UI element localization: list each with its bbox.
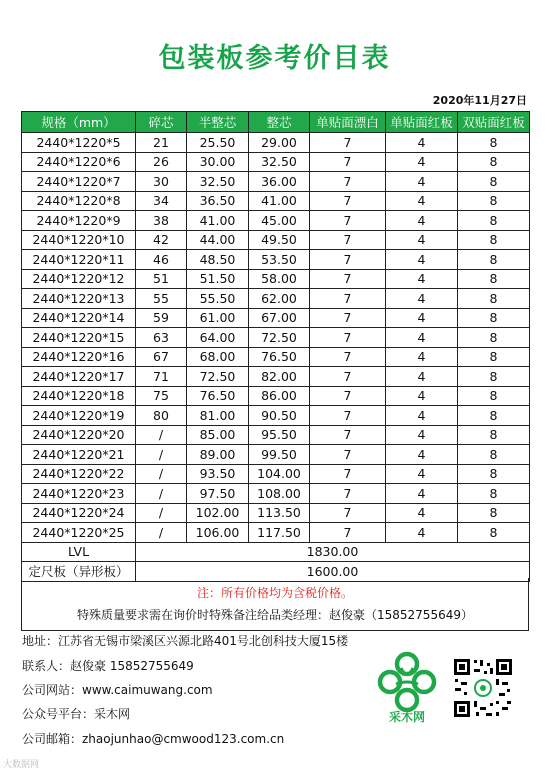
cell-broken-core: /	[136, 464, 187, 484]
cell-half-core: 30.00	[187, 152, 249, 172]
cell-double-red: 8	[458, 230, 530, 250]
cell-double-red: 8	[458, 133, 530, 153]
cell-single-red: 4	[386, 308, 458, 328]
cell-full-core: 41.00	[249, 191, 310, 211]
cell-single-bleach: 7	[310, 172, 386, 192]
cell-single-bleach: 7	[310, 269, 386, 289]
cell-full-core: 82.00	[249, 367, 310, 387]
cell-double-red: 8	[458, 445, 530, 465]
cell-double-red: 8	[458, 152, 530, 172]
contact-text: 联系人：赵俊豪 15852755649	[22, 659, 194, 673]
cell-double-red: 8	[458, 484, 530, 504]
cell-half-core: 41.00	[187, 211, 249, 231]
cell-half-core: 106.00	[187, 523, 249, 543]
cell-half-core: 68.00	[187, 347, 249, 367]
header-full-core: 整芯	[249, 112, 310, 133]
cell-full-core: 36.00	[249, 172, 310, 192]
cell-single-red: 4	[386, 445, 458, 465]
cell-single-bleach: 7	[310, 308, 386, 328]
watermark: 大数据网	[3, 760, 40, 770]
cell-single-red: 4	[386, 269, 458, 289]
cell-half-core: 76.50	[187, 386, 249, 406]
cell-single-red: 4	[386, 152, 458, 172]
cell-spec: 2440*1220*16	[22, 347, 136, 367]
cell-half-core: 102.00	[187, 503, 249, 523]
table-row	[22, 464, 530, 484]
cell-full-core: 113.50	[249, 503, 310, 523]
header-double-red: 双贴面红板	[458, 112, 530, 133]
notes-box	[21, 578, 529, 631]
cell-double-red: 8	[458, 269, 530, 289]
special-label: LVL	[22, 542, 136, 562]
cell-broken-core: 30	[136, 172, 187, 192]
cell-single-bleach: 7	[310, 328, 386, 348]
cell-full-core: 99.50	[249, 445, 310, 465]
date-label: 2020年11月27日	[432, 94, 527, 107]
cell-broken-core: 38	[136, 211, 187, 231]
table-row	[22, 425, 530, 445]
table-header-row	[22, 112, 530, 133]
cell-full-core: 62.00	[249, 289, 310, 309]
cell-spec: 2440*1220*8	[22, 191, 136, 211]
header-half-core: 半整芯	[187, 112, 249, 133]
cell-broken-core: 26	[136, 152, 187, 172]
logo-text: 采木网	[388, 710, 426, 724]
address-text: 地址：江苏省无锡市梁溪区兴源北路401号北创科技大厦15楼	[22, 634, 349, 648]
cell-half-core: 51.50	[187, 269, 249, 289]
header-single-bleach: 单贴面漂白	[310, 112, 386, 133]
cell-broken-core: /	[136, 445, 187, 465]
cell-double-red: 8	[458, 211, 530, 231]
cell-broken-core: 75	[136, 386, 187, 406]
table-row	[22, 328, 530, 348]
table-row	[22, 367, 530, 387]
table-row	[22, 347, 530, 367]
special-label: 定尺板（异形板）	[22, 562, 136, 582]
cell-spec: 2440*1220*13	[22, 289, 136, 309]
table-row	[22, 523, 530, 543]
table-row	[22, 211, 530, 231]
website-link[interactable]: 公司网站：www.caimuwang.com	[22, 683, 213, 697]
cell-spec: 2440*1220*7	[22, 172, 136, 192]
cell-half-core: 97.50	[187, 484, 249, 504]
cell-spec: 2440*1220*21	[22, 445, 136, 465]
cell-spec: 2440*1220*9	[22, 211, 136, 231]
table-row	[22, 406, 530, 426]
cell-full-core: 29.00	[249, 133, 310, 153]
cell-double-red: 8	[458, 464, 530, 484]
cell-full-core: 76.50	[249, 347, 310, 367]
qr-code-icon[interactable]	[452, 657, 514, 719]
cell-spec: 2440*1220*17	[22, 367, 136, 387]
cell-single-red: 4	[386, 230, 458, 250]
cell-double-red: 8	[458, 367, 530, 387]
cell-single-bleach: 7	[310, 191, 386, 211]
cell-full-core: 90.50	[249, 406, 310, 426]
cell-single-bleach: 7	[310, 250, 386, 270]
cell-spec: 2440*1220*12	[22, 269, 136, 289]
email-link[interactable]: 公司邮箱：zhaojunhao@cmwood123.com.cn	[22, 732, 285, 746]
cell-single-bleach: 7	[310, 289, 386, 309]
cell-single-red: 4	[386, 386, 458, 406]
cell-single-bleach: 7	[310, 484, 386, 504]
cell-broken-core: 42	[136, 230, 187, 250]
cell-single-bleach: 7	[310, 425, 386, 445]
cell-half-core: 36.50	[187, 191, 249, 211]
cell-spec: 2440*1220*10	[22, 230, 136, 250]
table-row	[22, 445, 530, 465]
cell-broken-core: 51	[136, 269, 187, 289]
table-row	[22, 484, 530, 504]
cell-half-core: 61.00	[187, 308, 249, 328]
cell-full-core: 72.50	[249, 328, 310, 348]
cell-single-bleach: 7	[310, 211, 386, 231]
cell-single-bleach: 7	[310, 386, 386, 406]
table-row	[22, 269, 530, 289]
cell-full-core: 67.00	[249, 308, 310, 328]
cell-full-core: 86.00	[249, 386, 310, 406]
header-single-red: 单贴面红板	[386, 112, 458, 133]
cell-full-core: 32.50	[249, 152, 310, 172]
special-value: 1600.00	[136, 562, 530, 582]
cell-double-red: 8	[458, 425, 530, 445]
cell-full-core: 95.50	[249, 425, 310, 445]
cell-single-bleach: 7	[310, 406, 386, 426]
header-spec: 规格（mm）	[22, 112, 136, 133]
caimu-clover-logo-icon	[375, 650, 439, 724]
cell-half-core: 89.00	[187, 445, 249, 465]
special-value: 1830.00	[136, 542, 530, 562]
cell-single-red: 4	[386, 347, 458, 367]
cell-half-core: 48.50	[187, 250, 249, 270]
table-row	[22, 250, 530, 270]
cell-broken-core: /	[136, 425, 187, 445]
cell-double-red: 8	[458, 289, 530, 309]
cell-broken-core: 80	[136, 406, 187, 426]
cell-broken-core: 21	[136, 133, 187, 153]
tax-note: 注：所有价格均为含税价格。	[196, 586, 353, 600]
cell-single-red: 4	[386, 211, 458, 231]
cell-broken-core: 34	[136, 191, 187, 211]
cell-single-red: 4	[386, 328, 458, 348]
cell-full-core: 104.00	[249, 464, 310, 484]
cell-spec: 2440*1220*5	[22, 133, 136, 153]
cell-single-red: 4	[386, 191, 458, 211]
cell-single-bleach: 7	[310, 367, 386, 387]
cell-spec: 2440*1220*19	[22, 406, 136, 426]
cell-double-red: 8	[458, 191, 530, 211]
table-row	[22, 503, 530, 523]
cell-double-red: 8	[458, 406, 530, 426]
table-row	[22, 230, 530, 250]
cell-double-red: 8	[458, 308, 530, 328]
cell-half-core: 64.00	[187, 328, 249, 348]
cell-spec: 2440*1220*25	[22, 523, 136, 543]
cell-half-core: 55.50	[187, 289, 249, 309]
cell-spec: 2440*1220*18	[22, 386, 136, 406]
cell-broken-core: 71	[136, 367, 187, 387]
cell-broken-core: /	[136, 523, 187, 543]
cell-half-core: 81.00	[187, 406, 249, 426]
cell-half-core: 25.50	[187, 133, 249, 153]
cell-single-red: 4	[386, 250, 458, 270]
cell-half-core: 93.50	[187, 464, 249, 484]
page-title: 包装板参考价目表	[158, 43, 391, 74]
contact-note: 特殊质量要求需在询价时特殊备注给品类经理：赵俊豪（15852755649）	[77, 608, 473, 622]
cell-single-red: 4	[386, 172, 458, 192]
cell-broken-core: 46	[136, 250, 187, 270]
cell-single-red: 4	[386, 289, 458, 309]
special-row	[22, 542, 530, 562]
cell-broken-core: 59	[136, 308, 187, 328]
cell-single-red: 4	[386, 523, 458, 543]
cell-double-red: 8	[458, 347, 530, 367]
cell-full-core: 45.00	[249, 211, 310, 231]
cell-broken-core: 67	[136, 347, 187, 367]
table-row	[22, 152, 530, 172]
cell-double-red: 8	[458, 386, 530, 406]
cell-broken-core: /	[136, 484, 187, 504]
cell-single-red: 4	[386, 406, 458, 426]
cell-broken-core: 63	[136, 328, 187, 348]
table-row	[22, 308, 530, 328]
cell-double-red: 8	[458, 172, 530, 192]
cell-spec: 2440*1220*15	[22, 328, 136, 348]
table-row	[22, 172, 530, 192]
cell-single-red: 4	[386, 464, 458, 484]
cell-spec: 2440*1220*11	[22, 250, 136, 270]
cell-single-bleach: 7	[310, 445, 386, 465]
cell-single-red: 4	[386, 425, 458, 445]
cell-single-red: 4	[386, 133, 458, 153]
table-row	[22, 191, 530, 211]
cell-half-core: 32.50	[187, 172, 249, 192]
cell-double-red: 8	[458, 523, 530, 543]
cell-half-core: 44.00	[187, 230, 249, 250]
cell-broken-core: /	[136, 503, 187, 523]
cell-spec: 2440*1220*22	[22, 464, 136, 484]
cell-single-red: 4	[386, 367, 458, 387]
cell-single-bleach: 7	[310, 464, 386, 484]
table-row	[22, 289, 530, 309]
cell-half-core: 85.00	[187, 425, 249, 445]
cell-single-red: 4	[386, 503, 458, 523]
cell-spec: 2440*1220*20	[22, 425, 136, 445]
header-broken-core: 碎芯	[136, 112, 187, 133]
cell-double-red: 8	[458, 250, 530, 270]
cell-single-bleach: 7	[310, 230, 386, 250]
cell-full-core: 108.00	[249, 484, 310, 504]
cell-single-bleach: 7	[310, 523, 386, 543]
cell-single-bleach: 7	[310, 133, 386, 153]
cell-half-core: 72.50	[187, 367, 249, 387]
cell-full-core: 58.00	[249, 269, 310, 289]
cell-spec: 2440*1220*6	[22, 152, 136, 172]
cell-broken-core: 55	[136, 289, 187, 309]
cell-single-bleach: 7	[310, 347, 386, 367]
cell-single-bleach: 7	[310, 152, 386, 172]
cell-full-core: 117.50	[249, 523, 310, 543]
cell-single-bleach: 7	[310, 503, 386, 523]
cell-single-red: 4	[386, 484, 458, 504]
cell-double-red: 8	[458, 328, 530, 348]
table-row	[22, 133, 530, 153]
table-row	[22, 386, 530, 406]
cell-spec: 2440*1220*24	[22, 503, 136, 523]
cell-spec: 2440*1220*14	[22, 308, 136, 328]
wechat-text: 公众号平台：采木网	[22, 707, 131, 721]
cell-double-red: 8	[458, 503, 530, 523]
cell-full-core: 53.50	[249, 250, 310, 270]
price-table	[21, 111, 530, 582]
cell-spec: 2440*1220*23	[22, 484, 136, 504]
cell-full-core: 49.50	[249, 230, 310, 250]
